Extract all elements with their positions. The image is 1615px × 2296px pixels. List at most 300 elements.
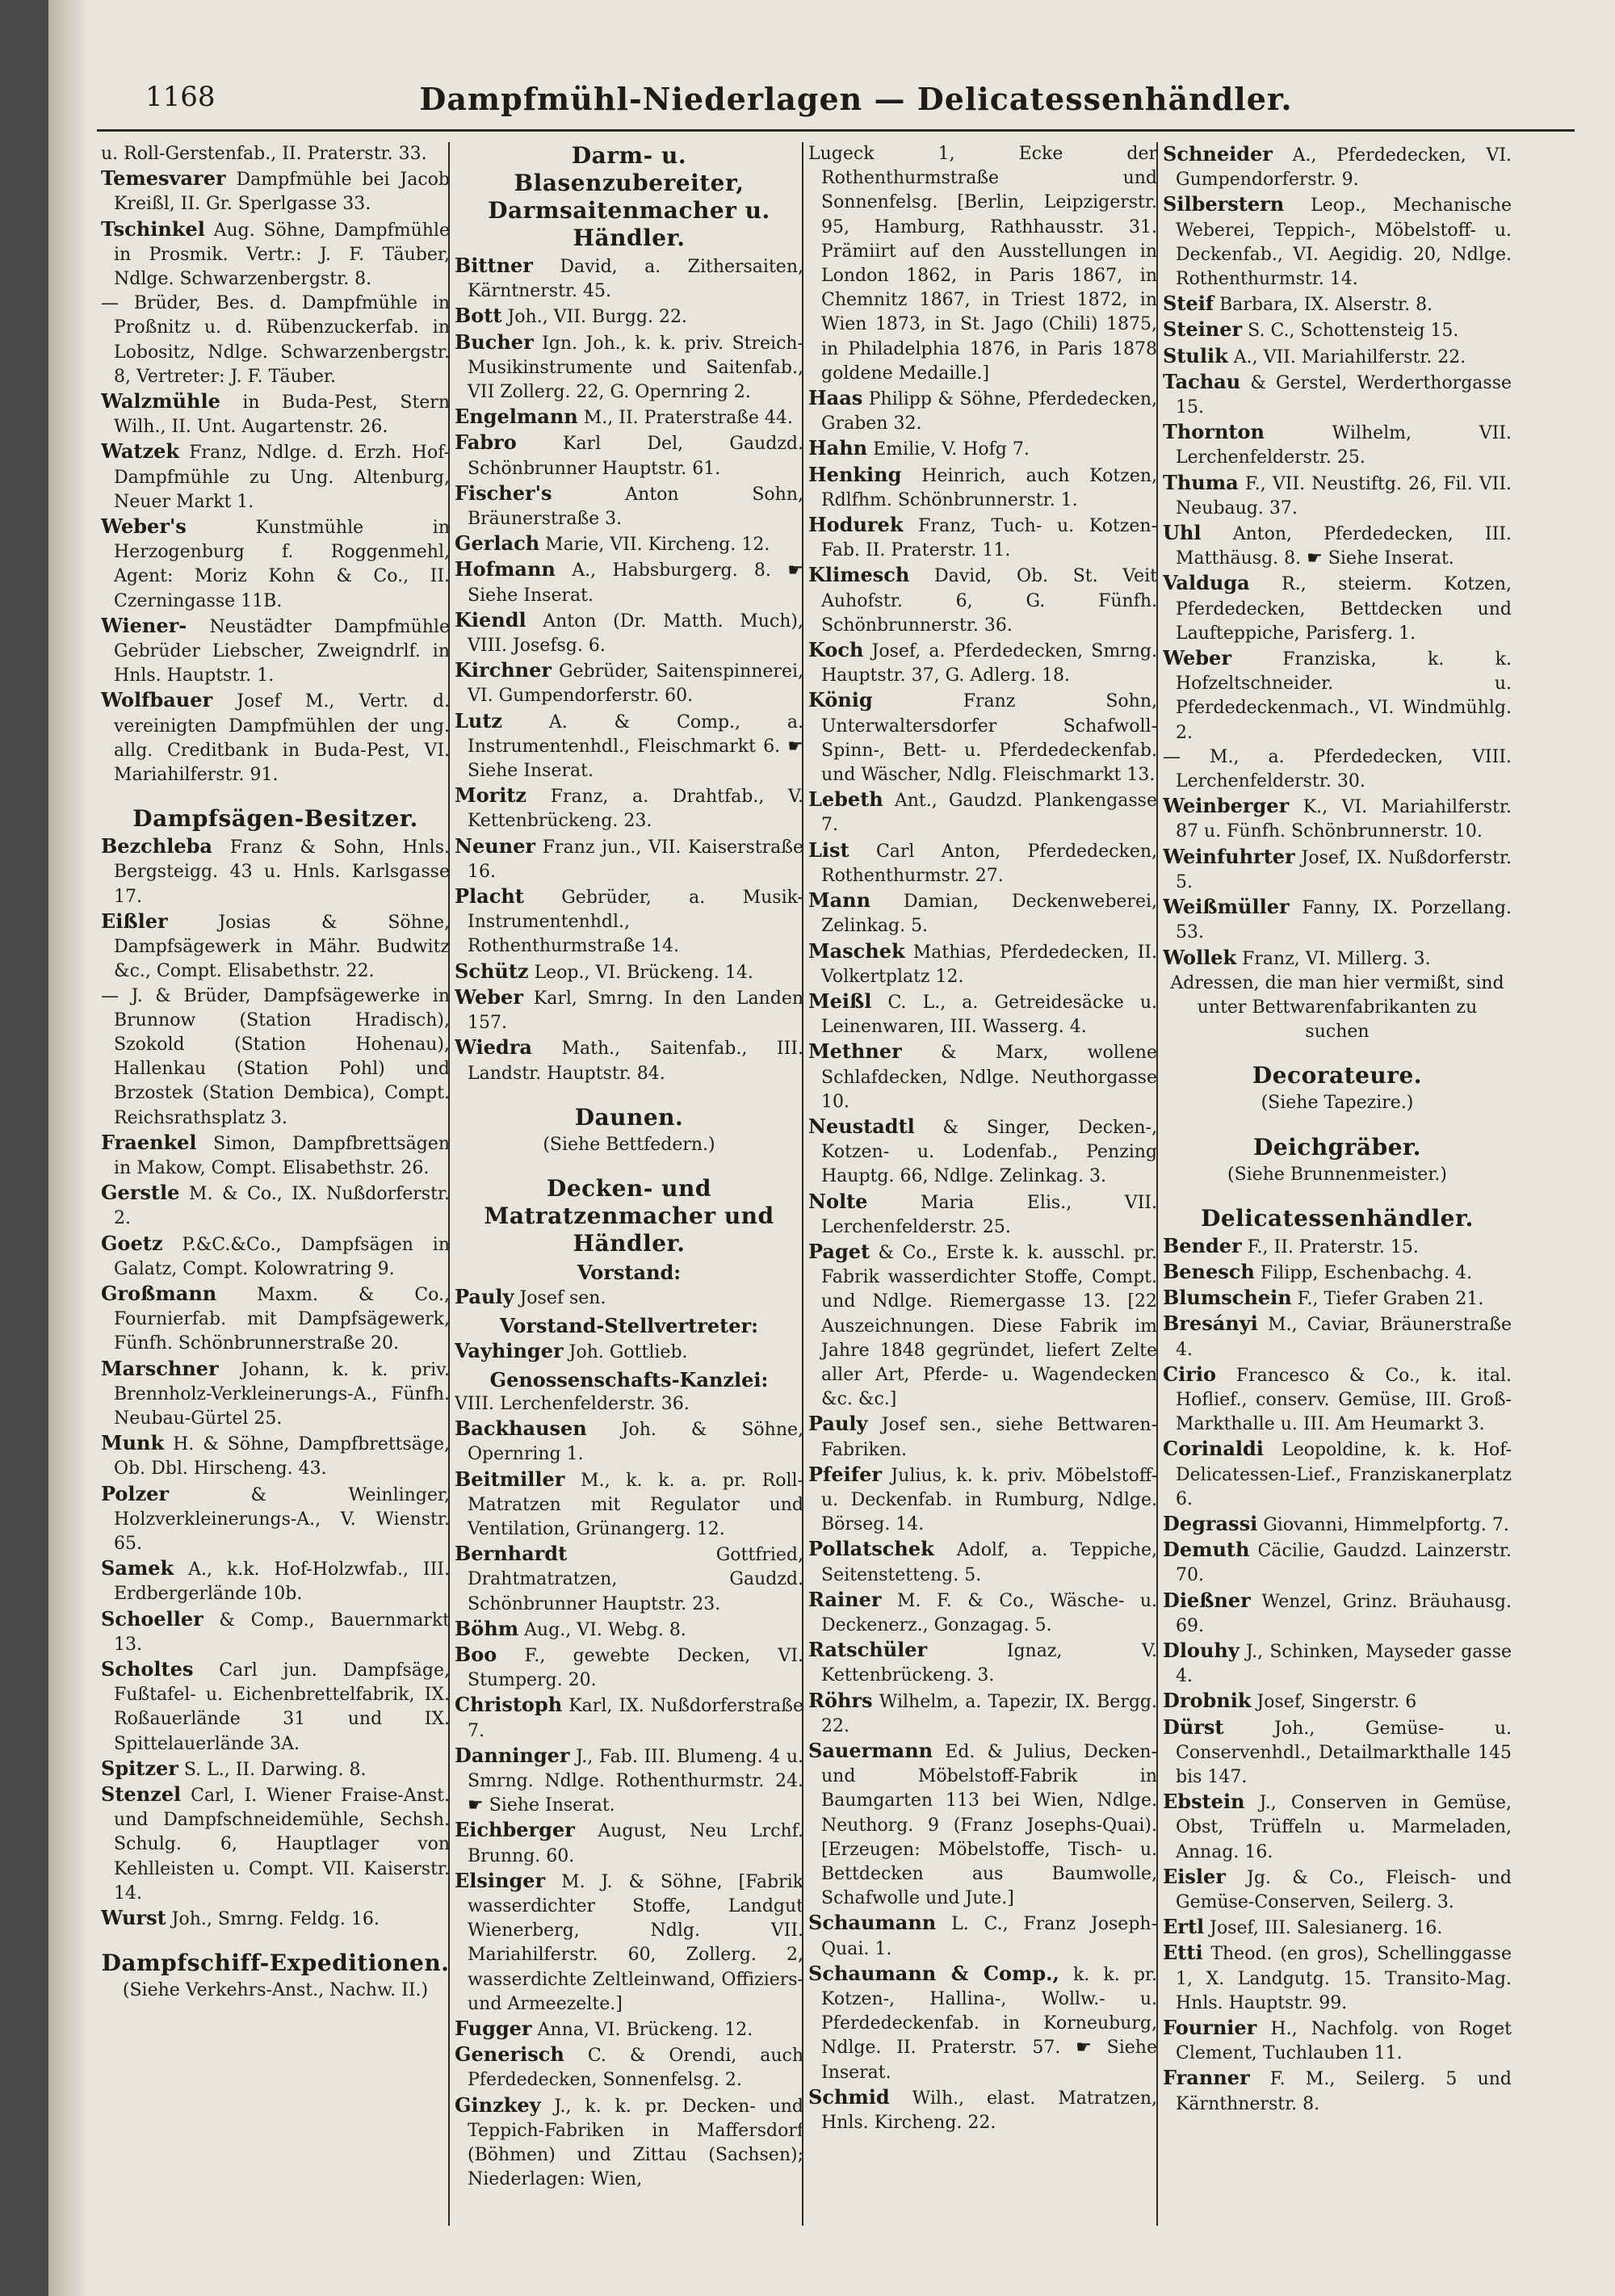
directory-entry bbox=[808, 1240, 1157, 1412]
entry-name: Paget bbox=[808, 1239, 870, 1263]
entry-name: Thuma bbox=[1163, 470, 1239, 494]
entry-name: Dürst bbox=[1163, 1715, 1224, 1739]
directory-entry bbox=[101, 514, 450, 614]
entry-details: — M., a. Pferdedecken, VIII. Lerchenfelderstr. 30. bbox=[1163, 746, 1512, 792]
entry-name: Lebeth bbox=[808, 787, 883, 812]
entry-name: Beitmiller bbox=[455, 1467, 565, 1491]
entry-name: Bucher bbox=[455, 329, 534, 354]
entry-name: Spitzer bbox=[101, 1756, 178, 1780]
entry-details: A., Habsburgerg. 8. ☛ Siehe Inserat. bbox=[468, 560, 803, 606]
entry-name: Watzek bbox=[101, 439, 180, 464]
entry-name: Maschek bbox=[808, 938, 905, 963]
entry-details: Gottfried, Drahtmatratzen, Gaudzd. Schönbrunner Hauptstr. 23. bbox=[468, 1545, 803, 1614]
directory-entry bbox=[808, 463, 1157, 513]
directory-entry bbox=[1163, 344, 1512, 370]
entry-name: Methner bbox=[808, 1039, 902, 1064]
directory-entry bbox=[101, 1482, 450, 1557]
entry-name: Fischer's bbox=[455, 481, 552, 505]
entry-name: Ertl bbox=[1163, 1915, 1205, 1939]
directory-entry bbox=[808, 2085, 1157, 2135]
entry-details: Aug., VI. Webg. 8. bbox=[524, 1619, 686, 1640]
entry-name: Bender bbox=[1163, 1233, 1242, 1257]
directory-entry bbox=[808, 1638, 1157, 1688]
subheading: Vorstand: bbox=[577, 1260, 682, 1284]
directory-entry bbox=[808, 1739, 1157, 1911]
entry-name: Hofmann bbox=[455, 557, 556, 581]
entry-details: Anton Sohn, Bräunerstraße 3. bbox=[468, 484, 803, 530]
entry-details: Carl Anton, Pferdedecken, Rothenthurmstr. 27. bbox=[821, 841, 1157, 886]
directory-entry bbox=[101, 1131, 450, 1181]
directory-entry bbox=[101, 1782, 450, 1906]
entry-details: Ant., Gaudzd. Plankengasse 7. bbox=[821, 791, 1157, 836]
entry-details: Anton (Dr. Matth. Much), VIII. Josefsg. 6. bbox=[468, 611, 803, 657]
entry-details: J., Fab. III. Blumeng. 4 u. Smrng. Ndlge. Rothenthurmstr. 24. ☛ Siehe Inserat. bbox=[468, 1746, 803, 1816]
entry-name: Weber's bbox=[101, 514, 187, 539]
directory-entry bbox=[1163, 192, 1512, 292]
entry-details: Ed. & Julius, Decken- und Möbelstoff-Fabrik in Baumgarten 113 bei Wien, Ndlge. Neuthorg. 9 (Franz Josephs-Quai). [Erzeugen: Möbelstoffe, Tisch- u. Bettdecken aus Baumwolle, Schafwolle und Jute.] bbox=[821, 1742, 1157, 1909]
column-2 bbox=[455, 142, 803, 2242]
entry-name: Weber bbox=[455, 984, 523, 1009]
entry-name: Backhausen bbox=[455, 1417, 587, 1441]
directory-entry bbox=[455, 2042, 803, 2092]
entry-name: Placht bbox=[455, 884, 524, 909]
column-4 bbox=[1163, 142, 1512, 2242]
directory-entry bbox=[1163, 1639, 1512, 1689]
entry-name: Mann bbox=[808, 888, 871, 913]
entry-details: & Comp., Bauernmarkt 13. bbox=[114, 1610, 450, 1655]
entry-details: & Co., Erste k. k. ausschl. pr. Fabrik wasserdichter Stoffe, Compt. und Ndlge. Riemergasse 13. [22 Auszeichnungen. Diese Fabrik im Jahre 1848 gegründet, liefert Zelte aller Art, Pferde- u. Wagendecken &c. &c.] bbox=[821, 1242, 1157, 1410]
entry-name: Meißl bbox=[808, 988, 872, 1013]
entry-details: David, Ob. St. Veit Auhofstr. 6, G. Fünfh. Schönbrunnerstr. 36. bbox=[821, 566, 1157, 636]
entry-name: Valduga bbox=[1163, 571, 1250, 595]
entry-name: Neuner bbox=[455, 833, 536, 858]
directory-entry bbox=[1163, 1437, 1512, 1512]
entry-details: A., k.k. Hof-Holzwfab., III. Erdbergerlände 10b. bbox=[114, 1559, 450, 1605]
directory-entry bbox=[1163, 2016, 1512, 2066]
entry-details: Franz, VI. Millerg. 3. bbox=[1242, 948, 1431, 969]
entry-details: Josef, Singerstr. 6 bbox=[1256, 1692, 1417, 1713]
cross-reference: (Siehe Bettfedern.) bbox=[543, 1134, 715, 1155]
entry-details: & Gerstel, Werderthorgasse 15. bbox=[1176, 372, 1512, 418]
directory-entry bbox=[101, 909, 450, 984]
directory-entry bbox=[101, 1556, 450, 1606]
entry-name: Dießner bbox=[1163, 1588, 1251, 1612]
directory-entry bbox=[1163, 1538, 1512, 1588]
entry-name: Degrassi bbox=[1163, 1511, 1258, 1535]
directory-entry bbox=[808, 436, 1157, 462]
entry-name: Schaumann & Comp., bbox=[808, 1961, 1059, 1985]
directory-entry bbox=[455, 985, 803, 1035]
entry-name: Hahn bbox=[808, 436, 868, 460]
directory-entry bbox=[808, 1911, 1157, 1961]
entry-name: Eisler bbox=[1163, 1864, 1226, 1888]
directory-entry bbox=[808, 939, 1157, 989]
entry-name: Moritz bbox=[455, 783, 527, 808]
directory-entry bbox=[1163, 521, 1512, 571]
directory-entry bbox=[101, 166, 450, 216]
entry-name: Tschinkel bbox=[101, 216, 205, 241]
directory-entry bbox=[455, 709, 803, 784]
entry-name: Vayhinger bbox=[455, 1338, 564, 1362]
directory-entry bbox=[455, 430, 803, 481]
entry-name: Franner bbox=[1163, 2066, 1250, 2090]
directory-entry bbox=[455, 304, 803, 329]
section-heading: Decken- und Matratzenmacher und Händler. bbox=[484, 1174, 774, 1257]
entry-details: Maria Elis., VII. Lerchenfelderstr. 25. bbox=[821, 1192, 1157, 1237]
directory-entry bbox=[808, 638, 1157, 688]
directory-entry bbox=[808, 1689, 1157, 1739]
entry-details: Gebrüder, a. Musik-Instrumentenhdl., Rothenthurmstraße 14. bbox=[468, 888, 803, 957]
entry-details: Josef, III. Salesianerg. 16. bbox=[1210, 1918, 1443, 1939]
entry-details: Math., Saitenfab., III. Landstr. Hauptstr. 84. bbox=[468, 1039, 803, 1084]
entry-name: Samek bbox=[101, 1556, 174, 1580]
entry-name: Koch bbox=[808, 638, 864, 662]
directory-entry bbox=[455, 2093, 803, 2193]
directory-entry bbox=[455, 405, 803, 430]
entry-name: Pollatschek bbox=[808, 1537, 934, 1561]
entry-details: Ign. Joh., k. k. priv. Streich-Musikinstrumente und Saitenfab., VII Zollerg. 22, G. Opernring 2. bbox=[468, 333, 803, 403]
entry-details: Gebrüder, Saitenspinnerei, VI. Gumpendorferstr. 60. bbox=[468, 661, 803, 707]
entry-name: Wurst bbox=[101, 1906, 166, 1930]
directory-entry bbox=[808, 1463, 1157, 1538]
directory-entry bbox=[101, 688, 450, 787]
page-number: 1168 bbox=[145, 81, 216, 113]
entry-details: Marie, VII. Kircheng. 12. bbox=[545, 535, 770, 556]
directory-entry bbox=[808, 142, 1157, 386]
entry-details: Joh., Gemüse- u. Conservenhdl., Detailmarkthalle 145 bis 147. bbox=[1176, 1718, 1512, 1787]
entry-details: M., Caviar, Bräunerstraße 4. bbox=[1176, 1315, 1512, 1360]
directory-entry bbox=[1163, 1312, 1512, 1362]
entry-name: Klimesch bbox=[808, 563, 910, 587]
entry-name: Gerlach bbox=[455, 531, 540, 556]
directory-entry bbox=[455, 1744, 803, 1819]
entry-name: Böhm bbox=[455, 1616, 519, 1640]
entry-details: P.&C.&Co., Dampfsägen in Galatz, Compt. Kolowratring 9. bbox=[114, 1234, 450, 1279]
entry-details: Karl, IX. Nußdorferstraße 7. bbox=[468, 1696, 803, 1741]
entry-name: Cirio bbox=[1163, 1362, 1216, 1386]
directory-entry bbox=[455, 834, 803, 884]
directory-entry bbox=[808, 1039, 1157, 1114]
entry-name: Drobnik bbox=[1163, 1689, 1252, 1713]
entry-details: David, a. Zithersaiten, Kärntnerstr. 45. bbox=[468, 257, 803, 302]
directory-entry bbox=[101, 292, 450, 389]
entry-details: Josias & Söhne, Dampfsägewerk in Mähr. Budwitz &c., Compt. Elisabethstr. 22. bbox=[114, 912, 450, 982]
entry-name: Haas bbox=[808, 386, 863, 410]
directory-entry bbox=[1163, 1260, 1512, 1286]
subheading: Vorstand-Stellvertreter: bbox=[499, 1314, 759, 1338]
entry-details: Adolf, a. Teppiche, Seitenstetteng. 5. bbox=[821, 1540, 1157, 1585]
entry-details: J., Conserven in Gemüse, Obst, Trüffeln u. Marmeladen, Annag. 16. bbox=[1176, 1793, 1512, 1862]
entry-name: Weinfuhrter bbox=[1163, 844, 1295, 868]
section-heading: Deichgräber. bbox=[1253, 1133, 1421, 1161]
entry-name: Blumschein bbox=[1163, 1286, 1292, 1310]
entry-details: Josef, a. Pferdedecken, Smrng. Hauptstr. 37, G. Adlerg. 18. bbox=[821, 641, 1157, 686]
entry-name: Pfeifer bbox=[808, 1462, 882, 1486]
directory-entry bbox=[101, 142, 450, 166]
section-heading: Decorateure. bbox=[1252, 1062, 1423, 1089]
entry-name: Ebstein bbox=[1163, 1790, 1245, 1814]
directory-entry bbox=[455, 1339, 803, 1365]
directory-entry bbox=[808, 688, 1157, 787]
entry-details: Josef, IX. Nußdorferstr. 5. bbox=[1176, 847, 1512, 892]
entry-details: M. J. & Söhne, [Fabrik wasserdichter Stoffe, Landgut Wienerberg, Ndlg. VII. Mariahilferstr. 60, Zollerg. 2, wasserdichte Zeltleinwand, Offiziers- und Armeezelte.] bbox=[468, 1871, 803, 2014]
entry-name: Eißler bbox=[101, 909, 168, 933]
directory-entry bbox=[455, 481, 803, 531]
directory-entry bbox=[1163, 1790, 1512, 1865]
entry-name: Wollek bbox=[1163, 945, 1237, 969]
directory-entry bbox=[455, 608, 803, 658]
directory-entry bbox=[1163, 1689, 1512, 1715]
entry-name: Dlouhy bbox=[1163, 1638, 1240, 1662]
directory-entry bbox=[1163, 845, 1512, 895]
entry-name: Röhrs bbox=[808, 1688, 873, 1712]
entry-name: Großmann bbox=[101, 1281, 217, 1305]
directory-entry bbox=[455, 1417, 803, 1467]
entry-name: Ginzkey bbox=[455, 2092, 541, 2117]
entry-details: Carl, I. Wiener Fraise-Anst. und Dampfschneidemühle, Sechsh. Schulg. 6, Hauptlager von Kehlleisten u. Compt. VII. Kaiserstr. 14. bbox=[114, 1786, 450, 1904]
directory-entry bbox=[101, 1757, 450, 1782]
directory-entry bbox=[101, 1657, 450, 1757]
directory-entry bbox=[1163, 142, 1512, 192]
entry-details: Josef sen. bbox=[519, 1288, 606, 1309]
entry-details: Wilh., elast. Matratzen, Hnls. Kircheng. 22. bbox=[821, 2088, 1157, 2134]
directory-entry bbox=[1163, 646, 1512, 745]
entry-name: Bittner bbox=[455, 254, 533, 277]
entry-name: Temesvarer bbox=[101, 166, 226, 191]
entry-details: H. & Söhne, Dampfbrettsäge, Ob. Dbl. Hirscheng. 43. bbox=[114, 1434, 450, 1480]
directory-entry bbox=[1163, 2066, 1512, 2116]
entry-name: Pauly bbox=[455, 1285, 514, 1309]
entry-details: Fanny, IX. Porzellang. 53. bbox=[1176, 898, 1512, 943]
entry-details: Ignaz, V. Kettenbrückeng. 3. bbox=[821, 1641, 1157, 1686]
entry-details: R., steierm. Kotzen, Pferdedecken, Bettdecken und Laufteppiche, Parisferg. 1. bbox=[1176, 574, 1512, 644]
entry-name: Walzmühle bbox=[101, 389, 220, 413]
column-3 bbox=[808, 142, 1157, 2242]
directory-entry bbox=[455, 783, 803, 833]
directory-entry bbox=[808, 386, 1157, 436]
entry-name: Henking bbox=[808, 462, 902, 486]
entry-name: Kiendl bbox=[455, 607, 526, 632]
directory-entry bbox=[808, 1190, 1157, 1240]
entry-name: Generisch bbox=[455, 2042, 564, 2067]
entry-name: Goetz bbox=[101, 1231, 163, 1255]
entry-name: Fournier bbox=[1163, 2016, 1257, 2040]
entry-name: Pauly bbox=[808, 1412, 868, 1436]
entry-name: Marschner bbox=[101, 1356, 219, 1380]
entry-details: Cäcilie, Gaudzd. Lainzerstr. 70. bbox=[1176, 1541, 1512, 1586]
directory-entry bbox=[101, 389, 450, 439]
directory-entry bbox=[455, 1467, 803, 1543]
entry-name: Rainer bbox=[808, 1587, 882, 1611]
directory-entry bbox=[1163, 317, 1512, 343]
directory-entry bbox=[1163, 745, 1512, 794]
directory-entry bbox=[455, 658, 803, 708]
directory-entry bbox=[1163, 292, 1512, 317]
directory-entry bbox=[1163, 794, 1512, 844]
entry-name: Bresányi bbox=[1163, 1312, 1258, 1336]
section-heading: Darm- u. Blasenzubereiter, Darmsaitenmacher u. Händler. bbox=[488, 142, 770, 251]
entry-details: — J. & Brüder, Dampfsägewerke in Brunnow (Station Hradisch), Szokold (Station Hohenau), Hallenkau (Station Pohl) und Brzostek (Station Dembica), Compt. Reichsrathsplatz 3. bbox=[101, 985, 450, 1128]
directory-entry bbox=[1163, 571, 1512, 646]
entry-name: Uhl bbox=[1163, 521, 1202, 545]
directory-entry bbox=[808, 513, 1157, 563]
entry-details: F. M., Seilerg. 5 und Kärnthnerstr. 8. bbox=[1176, 2069, 1512, 2114]
entry-details: M., II. Praterstraße 44. bbox=[583, 408, 793, 429]
entry-details: Josef sen., siehe Bettwaren-Fabriken. bbox=[821, 1415, 1157, 1460]
entry-details: Lugeck 1, Ecke der Rothenthurmstraße und Sonnenfelsg. [Berlin, Leipzigerstr. 95, Hamburg, Rathhausstr. 31. Prämiirt auf den Ausstellungen in London 1862, in Paris 1867, in Chemnitz 1867, in Triest 1872, in Wien 1873, in St. Jago (Chili) 1875, in Philadelphia 1876, in Paris 1878 goldene Medaille.] bbox=[808, 144, 1157, 384]
entry-details: Theod. (en gros), Schellinggasse 1, X. Landgutg. 15. Transito-Mag. Hnls. Hauptstr. 99. bbox=[1176, 1944, 1512, 2013]
entry-name: Corinaldi bbox=[1163, 1437, 1264, 1461]
directory-entry bbox=[1163, 471, 1512, 521]
entry-details: Damian, Deckenweberei, Zelinkag. 5. bbox=[821, 892, 1157, 937]
entry-name: Thornton bbox=[1163, 420, 1265, 444]
entry-details: Franziska, k. k. Hofzeltschneider. u. Pferdedeckenmach., VI. Windmühlg. 2. bbox=[1176, 649, 1512, 743]
section-heading: Delicatessenhändler. bbox=[1201, 1204, 1474, 1232]
entry-details: Leopoldine, k. k. Hof-Delicatessen-Lief., Franziskanerplatz 6. bbox=[1176, 1440, 1512, 1509]
directory-entry bbox=[101, 439, 450, 514]
entry-details: Philipp & Söhne, Pferdedecken, Graben 32. bbox=[821, 389, 1157, 434]
directory-entry bbox=[101, 1431, 450, 1481]
entry-name: Fraenkel bbox=[101, 1130, 197, 1154]
entry-name: Stenzel bbox=[101, 1782, 182, 1806]
entry-name: Steiner bbox=[1163, 317, 1243, 342]
directory-entry bbox=[455, 557, 803, 607]
directory-entry bbox=[808, 1114, 1157, 1190]
entry-details: Aug. Söhne, Dampfmühle in Prosmik. Vertr.: J. F. Täuber, Ndlge. Schwarzenbergstr. 8. bbox=[114, 220, 450, 290]
entry-details: C. & Orendi, auch Pferdedecken, Sonnenfelsg. 2. bbox=[468, 2046, 803, 2091]
directory-entry bbox=[1163, 1362, 1512, 1438]
entry-details: Franz jun., VII. Kaiserstraße 16. bbox=[468, 837, 803, 882]
entry-details: k. k. pr. Kotzen-, Hallina-, Wollw.- u. Pferdedeckenfab. in Korneuburg, Ndlge. II. Praterstr. 57. ☛ Siehe Inserat. bbox=[821, 1964, 1157, 2083]
section-heading: Daunen. bbox=[574, 1103, 684, 1131]
entry-details: Maxm. & Co., Fournierfab. mit Dampfsägewerk, Fünfh. Schönbrunnerstraße 20. bbox=[114, 1284, 450, 1354]
entry-details: Karl, Smrng. In den Landen 157. bbox=[468, 988, 803, 1034]
entry-name: Danninger bbox=[455, 1743, 570, 1767]
entry-name: Stulik bbox=[1163, 343, 1228, 367]
subheading: Genossenschafts-Kanzlei: bbox=[489, 1367, 769, 1391]
directory-entry bbox=[808, 888, 1157, 938]
entry-details: Carl jun. Dampfsäge, Fußtafel- u. Eichenbrettelfabrik, IX. Roßauerlände 31 und IX. Spittelauerlände 3A. bbox=[114, 1660, 450, 1754]
entry-name: Schaumann bbox=[808, 1911, 937, 1935]
entry-details: H., Nachfolg. von Roget Clement, Tuchlauben 11. bbox=[1176, 2019, 1512, 2064]
section-heading: Dampfsägen-Besitzer. bbox=[132, 805, 418, 833]
entry-details: Kunstmühle in Herzogenburg f. Roggenmehl, Agent: Moriz Kohn & Co., II. Czerningasse 11B. bbox=[114, 518, 450, 611]
directory-entry bbox=[455, 1818, 803, 1868]
entry-details: Mathias, Pferdedecken, II. Volkertplatz 12. bbox=[821, 942, 1157, 987]
directory-entry bbox=[101, 217, 450, 292]
directory-entry bbox=[455, 884, 803, 959]
cross-reference: (Siehe Tapezire.) bbox=[1261, 1093, 1414, 1114]
entry-details: & Weinlinger, Holzverkleinerungs-A., V. Wienstr. 65. bbox=[114, 1484, 450, 1554]
directory-entry bbox=[455, 1285, 803, 1311]
entry-name: Sauermann bbox=[808, 1739, 933, 1762]
note: Adressen, die man hier vermißt, sind unter Bettwarenfabrikanten zu suchen bbox=[1170, 972, 1504, 1043]
entry-details: Simon, Dampfbrettsägen in Makow, Compt. Elisabethstr. 26. bbox=[114, 1133, 450, 1178]
entry-name: Engelmann bbox=[455, 405, 578, 429]
entry-name: Etti bbox=[1163, 1941, 1203, 1965]
entry-details: Leop., VI. Brückeng. 14. bbox=[534, 962, 753, 983]
entry-name: Schmid bbox=[808, 2084, 890, 2109]
entry-details: F., gewebte Decken, VI. Stumperg. 20. bbox=[468, 1645, 803, 1691]
directory-entry bbox=[455, 1617, 803, 1643]
directory-entry bbox=[101, 1906, 450, 1932]
entry-name: Hodurek bbox=[808, 513, 904, 537]
directory-entry bbox=[1163, 895, 1512, 945]
directory-entry bbox=[455, 1869, 803, 2017]
entry-details: Anna, VI. Brückeng. 12. bbox=[537, 2020, 753, 2040]
directory-entry bbox=[101, 614, 450, 689]
entry-details: & Singer, Decken-, Kotzen- u. Lodenfab., Penzing Hauptg. 66, Ndlge. Zelinkag. 3. bbox=[821, 1117, 1157, 1187]
directory-entry bbox=[808, 787, 1157, 837]
entry-name: Weißmüller bbox=[1163, 895, 1290, 919]
entry-name: Schoeller bbox=[101, 1606, 203, 1631]
entry-details: Wenzel, Grinz. Bräuhausg. 69. bbox=[1176, 1591, 1512, 1636]
entry-details: M. & Co., IX. Nußdorferstr. 2. bbox=[114, 1184, 450, 1229]
entry-details: Johann, k. k. priv. Brennholz-Verkleinerungs-A., Fünfh. Neubau-Gürtel 25. bbox=[114, 1359, 450, 1429]
entry-details: Neustädter Dampfmühle Gebrüder Liebscher, Zweigndrlf. in Hnls. Hauptstr. 1. bbox=[114, 616, 450, 686]
entry-name: Tachau bbox=[1163, 369, 1241, 393]
entry-details: Franz Sohn, Unterwaltersdorfer Schafwoll-Spinn-, Bett- u. Pferdedeckenfab. und Wäscher, Ndlg. Fleischmarkt 13. bbox=[821, 691, 1157, 786]
entry-details: Wilhelm, VII. Lerchenfelderstr. 25. bbox=[1176, 423, 1512, 468]
entry-details: A., VII. Mariahilferstr. 22. bbox=[1233, 346, 1466, 367]
entry-details: — Brüder, Bes. d. Dampfmühle in Proßnitz u. d. Rübenzuckerfab. in Lobositz, Ndlge. Schwarzenbergstr. 8, Vertreter: J. F. Täuber. bbox=[101, 293, 450, 387]
directory-entry bbox=[101, 1282, 450, 1357]
directory-entry bbox=[808, 838, 1157, 888]
entry-details: Giovanni, Himmelpfortg. 7. bbox=[1263, 1514, 1509, 1535]
entry-details: Joh., Smrng. Feldg. 16. bbox=[171, 1909, 380, 1930]
entry-name: Wolfbauer bbox=[101, 688, 213, 712]
entry-details: A. & Comp., a. Instrumentenhdl., Fleischmarkt 6. ☛ Siehe Inserat. bbox=[468, 711, 803, 782]
entry-name: Lutz bbox=[455, 708, 503, 732]
entry-details: Karl Del, Gaudzd. Schönbrunner Hauptstr. 61. bbox=[468, 434, 803, 479]
entry-details: Wilhelm, a. Tapezir, IX. Bergg. 22. bbox=[821, 1691, 1157, 1736]
directory-entry bbox=[1163, 1234, 1512, 1260]
directory-entry bbox=[808, 1412, 1157, 1462]
entry-name: Bott bbox=[455, 304, 502, 328]
entry-name: Wiener- bbox=[101, 613, 187, 637]
entry-name: Gerstle bbox=[101, 1181, 180, 1205]
entry-details: Franz, a. Drahtfab., V. Kettenbrückeng. 23. bbox=[468, 787, 803, 832]
cross-reference: (Siehe Verkehrs-Anst., Nachw. II.) bbox=[122, 1980, 429, 2001]
entry-name: Scholtes bbox=[101, 1656, 194, 1681]
entry-details: Leop., Mechanische Weberei, Teppich-, Möbelstoff- u. Deckenfab., VI. Aegidig. 20, Ndlge. Rothenthurmstr. 14. bbox=[1176, 195, 1512, 290]
entry-details: Joh. Gottlieb. bbox=[568, 1341, 688, 1362]
directory-entry bbox=[455, 330, 803, 405]
running-title: Dampfmühl-Niederlagen — Delicatessenhändler. bbox=[419, 81, 1293, 117]
directory-entry bbox=[1163, 1941, 1512, 2016]
entry-details: L. C., Franz Joseph-Quai. 1. bbox=[821, 1914, 1157, 1959]
entry-details: Franz, Ndlge. d. Erzh. Hof-Dampfmühle zu Ung. Altenburg, Neuer Markt 1. bbox=[114, 443, 450, 512]
directory-entry bbox=[101, 984, 450, 1131]
entry-details: A., Pferdedecken, VI. Gumpendorferstr. 9. bbox=[1176, 145, 1512, 191]
directory-entry bbox=[1163, 1715, 1512, 1790]
entry-details: M. F. & Co., Wäsche- u. Deckenerz., Gonzagag. 5. bbox=[821, 1590, 1157, 1635]
cross-reference: (Siehe Brunnenmeister.) bbox=[1227, 1164, 1447, 1185]
entry-details: u. Roll-Gerstenfab., II. Praterstr. 33. bbox=[101, 144, 427, 164]
entry-details: in Buda-Pest, Stern Wilh., II. Unt. Augartenstr. 26. bbox=[114, 392, 450, 438]
directory-entry bbox=[455, 254, 803, 304]
entry-name: Neustadtl bbox=[808, 1114, 915, 1138]
entry-details: S. C., Schottensteig 15. bbox=[1248, 321, 1459, 342]
entry-details: K., VI. Mariahilferstr. 87 u. Fünfh. Schönbrunnerstr. 10. bbox=[1176, 797, 1512, 842]
entry-details: VIII. Lerchenfelderstr. 36. bbox=[455, 1393, 690, 1414]
entry-name: Weber bbox=[1163, 646, 1231, 670]
directory-entry bbox=[808, 563, 1157, 638]
directory-entry bbox=[455, 1693, 803, 1743]
directory-entry bbox=[101, 1181, 450, 1231]
directory-entry bbox=[808, 1588, 1157, 1638]
directory-entry bbox=[101, 1357, 450, 1432]
